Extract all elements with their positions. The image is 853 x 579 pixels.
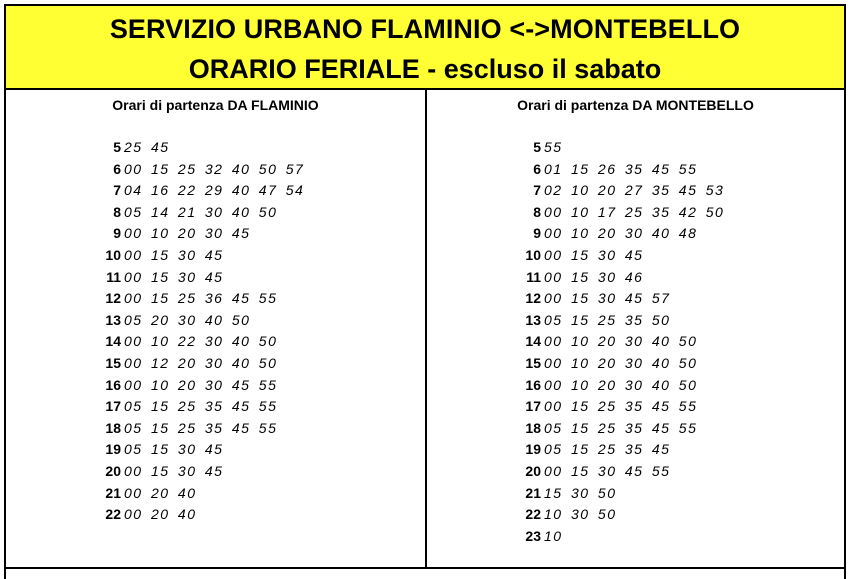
schedule-row: [91, 245, 304, 267]
schedule-row: [91, 223, 304, 245]
hour-label: 16: [105, 376, 121, 393]
minutes-list: 00 15 30 45: [124, 246, 224, 263]
schedule-rows: [511, 137, 724, 547]
schedule-row: [511, 202, 724, 224]
schedule-row: [511, 223, 724, 245]
schedule-row: [91, 202, 304, 224]
hour-label: 20: [105, 462, 121, 479]
schedule-row: [91, 331, 304, 353]
hour-label: 9: [113, 225, 121, 242]
schedule-row: [511, 461, 724, 483]
minutes-list: 04 16 22 29 40 47 54: [124, 182, 305, 199]
minutes-list: 00 15 30 45: [544, 246, 644, 263]
minutes-list: 25 45: [124, 139, 170, 155]
hour-label: 5: [533, 139, 541, 155]
hour-label: 23: [525, 527, 541, 544]
minutes-list: 00 15 30 45 57: [544, 290, 671, 307]
schedule-row: [91, 375, 304, 397]
hour-label: 12: [105, 290, 121, 307]
hour-label: 7: [113, 182, 121, 199]
hour-label: 5: [113, 139, 121, 155]
minutes-list: 05 15 25 35 45 55: [124, 398, 278, 415]
minutes-list: 05 15 25 35 50: [544, 311, 671, 328]
minutes-list: 01 15 26 35 45 55: [544, 160, 698, 177]
column-from-montebello: [427, 90, 844, 567]
schedule-row: [91, 396, 304, 418]
hour-label: 13: [105, 311, 121, 328]
minutes-list: 00 10 20 30 40 50: [544, 354, 698, 371]
minutes-list: 00 20 40: [124, 506, 197, 523]
title-banner: [6, 4, 844, 90]
minutes-list: 00 15 30 45 55: [544, 462, 671, 479]
minutes-list: 05 15 25 35 45: [544, 441, 671, 458]
minutes-list: 05 20 30 40 50: [124, 311, 251, 328]
minutes-list: 10 30 50: [544, 506, 617, 523]
hour-label: 14: [525, 333, 541, 350]
schedule-row: [511, 375, 724, 397]
schedule-row: [511, 353, 724, 375]
minutes-list: 05 15 30 45: [124, 441, 224, 458]
minutes-list: 00 10 20 30 40 50: [544, 333, 698, 350]
schedule-row: [91, 267, 304, 289]
hour-label: 15: [525, 354, 541, 371]
hour-label: 7: [533, 182, 541, 199]
hour-label: 20: [525, 462, 541, 479]
hour-label: 19: [105, 441, 121, 458]
hour-label: 15: [105, 354, 121, 371]
schedule-row: [511, 180, 724, 202]
hour-label: 21: [525, 484, 541, 501]
schedule-row: [511, 418, 724, 440]
hour-label: 22: [105, 506, 121, 523]
minutes-list: 55: [544, 139, 563, 155]
minutes-list: 00 15 30 45: [124, 462, 224, 479]
schedule-row: [511, 331, 724, 353]
bottom-rule: [6, 567, 844, 569]
minutes-list: 00 15 30 45: [124, 268, 224, 285]
column-header: Orari di partenza DA FLAMINIO: [112, 97, 319, 113]
schedule-rows: [91, 137, 304, 526]
schedule-row: [91, 310, 304, 332]
schedule-row: [91, 137, 304, 159]
schedule-row: [511, 310, 724, 332]
minutes-list: 00 10 20 30 40 48: [544, 225, 698, 242]
minutes-list: 05 15 25 35 45 55: [124, 419, 278, 436]
hour-label: 13: [525, 311, 541, 328]
hour-label: 11: [526, 268, 541, 285]
minutes-list: 00 12 20 30 40 50: [124, 354, 278, 371]
minutes-list: 10: [544, 527, 563, 544]
minutes-list: 02 10 20 27 35 45 53: [544, 182, 725, 199]
title-line-2: ORARIO FERIALE - escluso il sabato: [188, 54, 662, 84]
hour-label: 17: [525, 398, 541, 415]
schedule-row: [511, 526, 724, 548]
schedule-row: [511, 267, 724, 289]
minutes-list: 00 10 17 25 35 42 50: [544, 203, 725, 220]
schedule-row: [511, 483, 724, 505]
minutes-list: 00 15 25 35 45 55: [544, 398, 698, 415]
schedule-row: [91, 159, 304, 181]
minutes-list: 00 15 25 32 40 50 57: [124, 160, 305, 177]
hour-label: 10: [105, 246, 121, 263]
hour-label: 18: [105, 419, 121, 436]
minutes-list: 05 14 21 30 40 50: [124, 203, 278, 220]
hour-label: 10: [525, 246, 541, 263]
schedule-row: [91, 461, 304, 483]
schedule-row: [91, 288, 304, 310]
minutes-list: 00 10 20 30 40 50: [544, 376, 698, 393]
minutes-list: 00 10 22 30 40 50: [124, 333, 278, 350]
hour-label: 22: [525, 506, 541, 523]
timetable-sheet: [4, 4, 846, 579]
hour-label: 12: [525, 290, 541, 307]
hour-label: 8: [113, 203, 121, 220]
schedule-row: [511, 504, 724, 526]
hour-label: 6: [533, 160, 541, 177]
schedule-row: [91, 483, 304, 505]
minutes-list: 00 15 30 46: [544, 268, 644, 285]
schedule-row: [511, 439, 724, 461]
schedule-row: [91, 418, 304, 440]
minutes-list: 00 15 25 36 45 55: [124, 290, 278, 307]
schedule-row: [511, 245, 724, 267]
hour-label: 16: [525, 376, 541, 393]
minutes-list: 00 10 20 30 45: [124, 225, 251, 242]
hour-label: 19: [525, 441, 541, 458]
minutes-list: 00 20 40: [124, 484, 197, 501]
schedule-row: [511, 159, 724, 181]
hour-label: 18: [525, 419, 541, 436]
hour-label: 6: [113, 160, 121, 177]
schedule-row: [511, 288, 724, 310]
schedule-row: [91, 504, 304, 526]
schedule-row: [91, 439, 304, 461]
hour-label: 8: [533, 203, 541, 220]
hour-label: 9: [533, 225, 541, 242]
title-line-1: SERVIZIO URBANO FLAMINIO <->MONTEBELLO: [109, 14, 741, 44]
minutes-list: 05 15 25 35 45 55: [544, 419, 698, 436]
minutes-list: 15 30 50: [544, 484, 617, 501]
minutes-list: 00 10 20 30 45 55: [124, 376, 278, 393]
schedule-row: [511, 396, 724, 418]
schedule-row: [91, 180, 304, 202]
schedule-row: [511, 137, 724, 159]
column-from-flaminio: [6, 90, 425, 567]
column-header: Orari di partenza DA MONTEBELLO: [517, 97, 754, 113]
hour-label: 11: [106, 268, 121, 285]
hour-label: 21: [105, 484, 121, 501]
hour-label: 14: [105, 333, 121, 350]
schedule-row: [91, 353, 304, 375]
hour-label: 17: [105, 398, 121, 415]
